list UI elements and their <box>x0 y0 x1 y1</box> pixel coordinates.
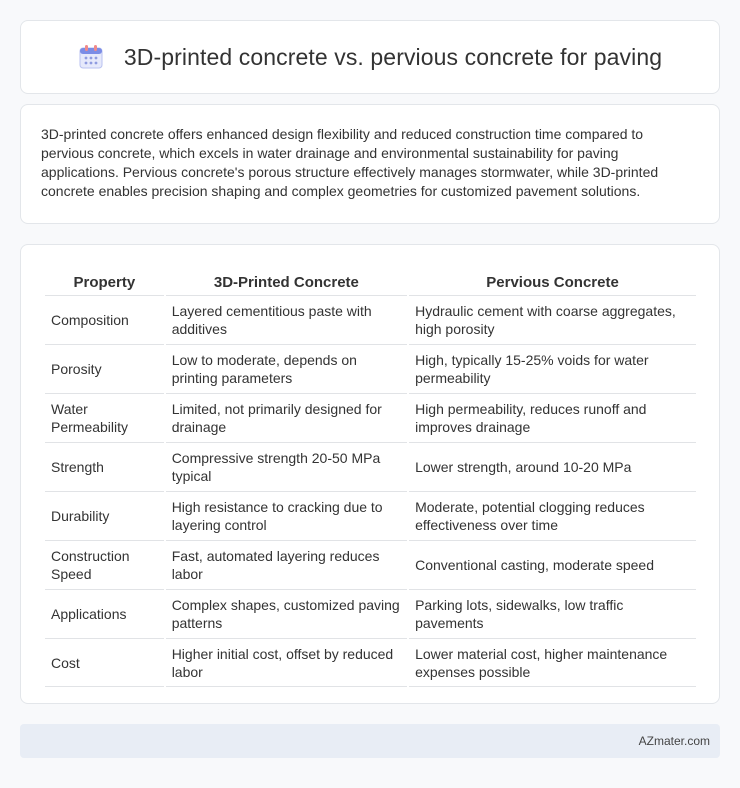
cell-pervious: Conventional casting, moderate speed <box>409 540 696 589</box>
cell-property: Strength <box>45 442 164 491</box>
column-header-3d-printed: 3D-Printed Concrete <box>213 274 359 291</box>
table-row <box>45 638 696 687</box>
cell-3d-printed: Complex shapes, customized paving patterns <box>166 589 407 638</box>
cell-pervious: Lower material cost, higher maintenance expenses possible <box>409 638 696 687</box>
table-row <box>45 393 696 442</box>
table-row <box>45 589 696 638</box>
cell-pervious: Lower strength, around 10-20 MPa <box>409 442 696 491</box>
cell-pervious: Moderate, potential clogging reduces effectiveness over time <box>409 491 696 540</box>
cell-property: Composition <box>45 295 164 344</box>
comparison-table <box>43 265 698 687</box>
cell-property: Water Permeability <box>45 393 164 442</box>
summary-text: 3D-printed concrete offers enhanced design flexibility and reduced construction time compared to pervious concrete, which excels in water drainage and environmental sustainability for paving applications. Pervious concrete's porous structure effectively manages stormwater, while 3D-printed concrete enables precision shaping and complex geometries for customized pavement solutions. <box>41 126 659 199</box>
cell-pervious: Parking lots, sidewalks, low traffic pavements <box>409 589 696 638</box>
column-header-pervious: Pervious Concrete <box>486 274 619 291</box>
table-row <box>45 295 696 344</box>
table-row <box>45 540 696 589</box>
calendar-icon <box>78 44 104 70</box>
cell-3d-printed: Higher initial cost, offset by reduced labor <box>166 638 407 687</box>
cell-pervious: High, typically 15-25% voids for water permeability <box>409 344 696 393</box>
cell-3d-printed: High resistance to cracking due to layering control <box>166 491 407 540</box>
table-row <box>45 344 696 393</box>
cell-property: Porosity <box>45 344 164 393</box>
table-row <box>45 491 696 540</box>
cell-property: Durability <box>45 491 164 540</box>
table-card <box>20 244 720 704</box>
header-card <box>20 20 720 94</box>
cell-3d-printed: Compressive strength 20-50 MPa typical <box>166 442 407 491</box>
column-header-property: Property <box>73 274 136 291</box>
summary-card <box>20 104 720 224</box>
page-title: 3D-printed concrete vs. pervious concrete for paving <box>123 43 663 70</box>
cell-3d-printed: Limited, not primarily designed for drainage <box>166 393 407 442</box>
footer-bar <box>20 724 720 758</box>
cell-property: Applications <box>45 589 164 638</box>
cell-3d-printed: Low to moderate, depends on printing parameters <box>166 344 407 393</box>
cell-3d-printed: Fast, automated layering reduces labor <box>166 540 407 589</box>
footer-site-name: AZmater.com <box>638 734 710 748</box>
cell-3d-printed: Layered cementitious paste with additives <box>166 295 407 344</box>
cell-pervious: Hydraulic cement with coarse aggregates, high porosity <box>409 295 696 344</box>
table-header-row <box>45 265 696 295</box>
cell-pervious: High permeability, reduces runoff and improves drainage <box>409 393 696 442</box>
table-row <box>45 442 696 491</box>
cell-property: Cost <box>45 638 164 687</box>
cell-property: Construction Speed <box>45 540 164 589</box>
